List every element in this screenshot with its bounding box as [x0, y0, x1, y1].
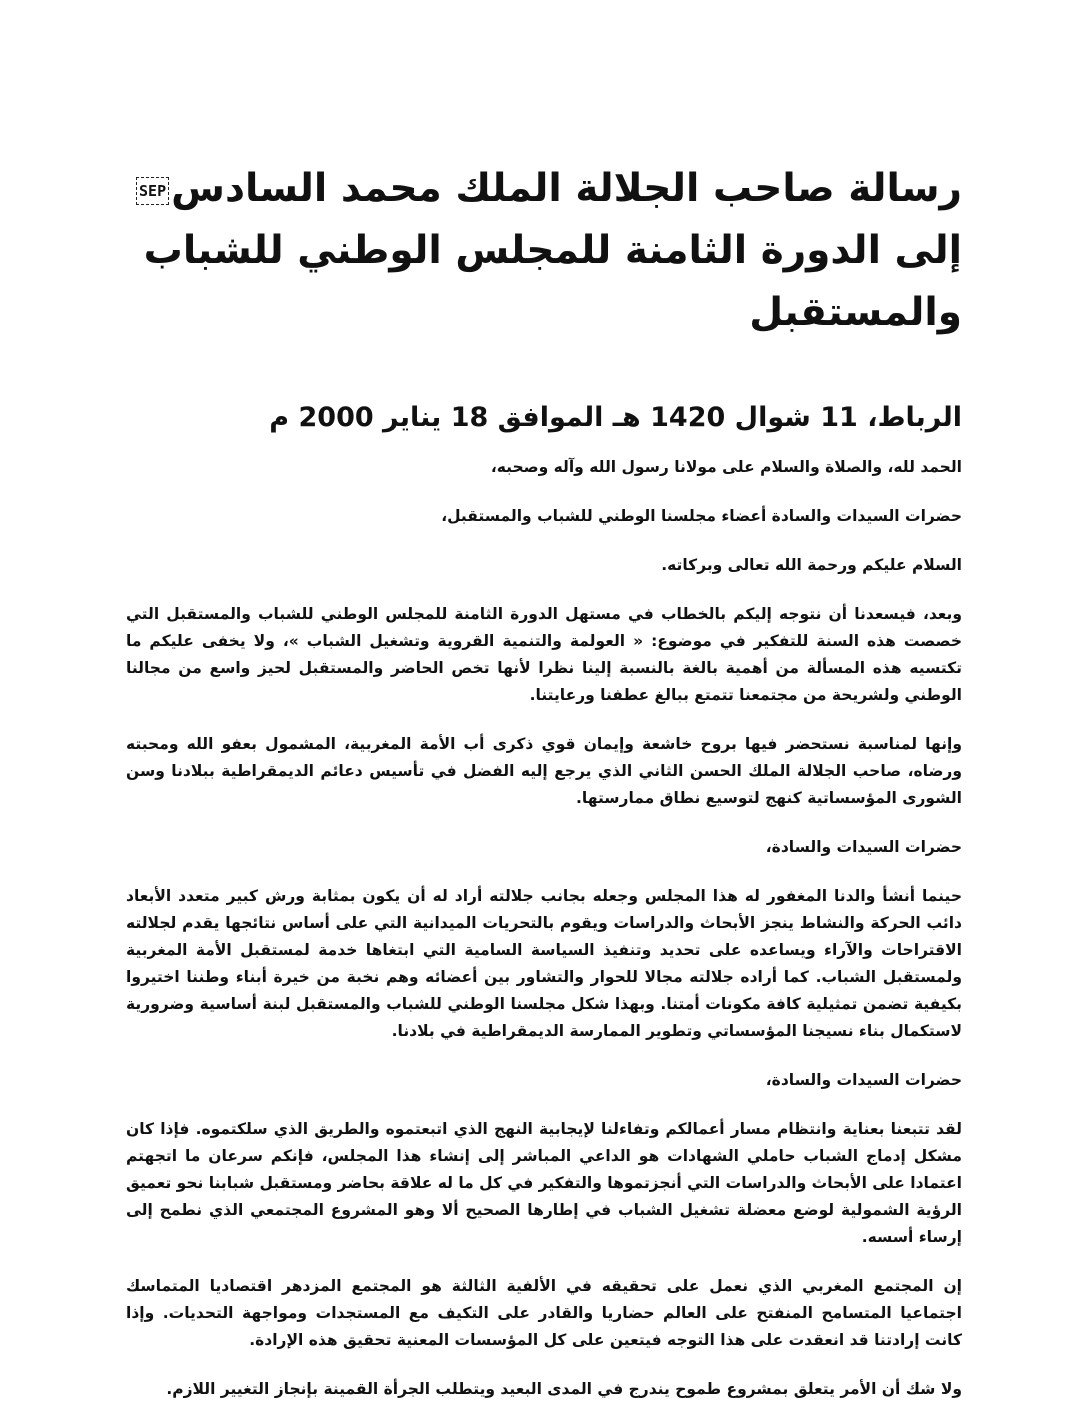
letter-title: [126, 158, 962, 344]
sep-glyph: SEP: [136, 177, 169, 205]
paragraph-salutation: حضرات السيدات والسادة،: [765, 838, 962, 856]
paragraph-council-founding: حينما أنشأ والدنا المغفور له هذا المجلس وجعله بجانب جلالته أراد له أن يكون بمثابة ورش كبير متعدد الأبعاد دائب الحركة والنشاط ينجز الأبحاث والدراسات ويقوم بالتحريات الميدانية التي على أساس نتائجها يقدم لجلالته الاقتراحات والآراء ويساعده على تحديد وتنفيذ السياسة السامية التي ابتغاها خدمة لمستقبل الأمة المغربية ولمستقبل الشباب. كما أراده جلالته مجالا للحوار والتشاور بين أعضائه وهم نخبة من خيرة أبناء وطننا اختيروا بكيفية تضمن تمثيلية كافة مكونات أمتنا. وبهذا شكل مجلسنا الوطني للشباب والمستقبل لبنة أساسية وضرورية لاستكمال بناء نسيجنا المؤسساتي وتطوير الممارسة الديمقراطية في بلادنا.: [126, 887, 962, 1040]
paragraph-work-review: لقد تتبعنا بعناية وانتظام مسار أعمالكم وتفاءلنا لإيجابية النهج الذي اتبعتموه والطريق الذي سلكتموه. فإذا كان مشكل إدماج الشباب حاملي الشهادات هو الداعي المباشر إلى إنشاء هذا المجلس، فإنكم سرعان ما اتجهتم اعتمادا على الأبحاث والدراسات التي أنجزتموها والتفكير في كل ما له علاقة بحاضر ومستقبل شبابنا نحو تعميق الرؤية الشمولية لوضع معضلة تشغيل الشباب في إطارها الصحيح ألا وهو المشروع المجتمعي الذي نطمح إلى إرساء أسسه.: [126, 1120, 962, 1246]
paragraph-salutation-members: حضرات السيدات والسادة أعضاء مجلسنا الوطني للشباب والمستقبل،: [441, 507, 962, 525]
dateline: الرباط، 11 شوال 1420 هـ الموافق 18 يناير 2000 م: [269, 402, 962, 433]
paragraph-opening-praise: الحمد لله، والصلاة والسلام على مولانا رسول الله وآله وصحبه،: [490, 458, 962, 476]
paragraph-society-vision: إن المجتمع المغربي الذي نعمل على تحقيقه في الألفية الثالثة هو المجتمع المزدهر اقتصاديا المتماسك اجتماعيا المتسامح المنفتح على العالم حضاريا والقادر على التكيف مع المستجدات ومواجهة التحديات. وإذا كانت إرادتنا قد انعقدت على هذا التوجه فيتعين على كل المؤسسات المعنية تحقيق هذه الإرادة.: [126, 1277, 962, 1349]
paragraph-greeting: السلام عليكم ورحمة الله تعالى وبركاته.: [661, 556, 962, 574]
paragraph-salutation: حضرات السيدات والسادة،: [765, 1071, 962, 1089]
paragraph-remembrance: وإنها لمناسبة نستحضر فيها بروح خاشعة وإيمان قوي ذكرى أب الأمة المغربية، المشمول بعفو الله ومحبته ورضاه، صاحب الجلالة الملك الحسن الثاني الذي يرجع إليه الفضل في تأسيس دعائم الديمقراطية ببلادنا وسن الشورى المؤسساتية كنهج لتوسيع نطاق ممارستها.: [126, 735, 962, 807]
paragraph-session-topic: وبعد، فيسعدنا أن نتوجه إليكم بالخطاب في مستهل الدورة الثامنة للمجلس الوطني للشباب والمستقبل التي خصصت هذه السنة للتفكير في موضوع: « العولمة والتنمية القروية وتشغيل الشباب »، ولا يخفى عليكم ما تكتسيه هذه المسألة من أهمية بالغة بالنسبة إلينا نظرا لأنها تخص الحاضر والمستقبل لحيز واسع من مجالنا الوطني ولشريحة من مجتمعنا تتمتع ببالغ عطفنا ورعايتنا.: [126, 605, 962, 704]
title-part-2: إلى الدورة الثامنة للمجلس الوطني للشباب والمستقبل: [143, 228, 962, 335]
paragraph-ambitious-project: ولا شك أن الأمر يتعلق بمشروع طموح يندرج في المدى البعيد ويتطلب الجرأة القمينة بإنجاز التغيير اللازم.: [166, 1380, 962, 1398]
title-part-1: رسالة صاحب الجلالة الملك محمد السادس: [171, 166, 962, 211]
